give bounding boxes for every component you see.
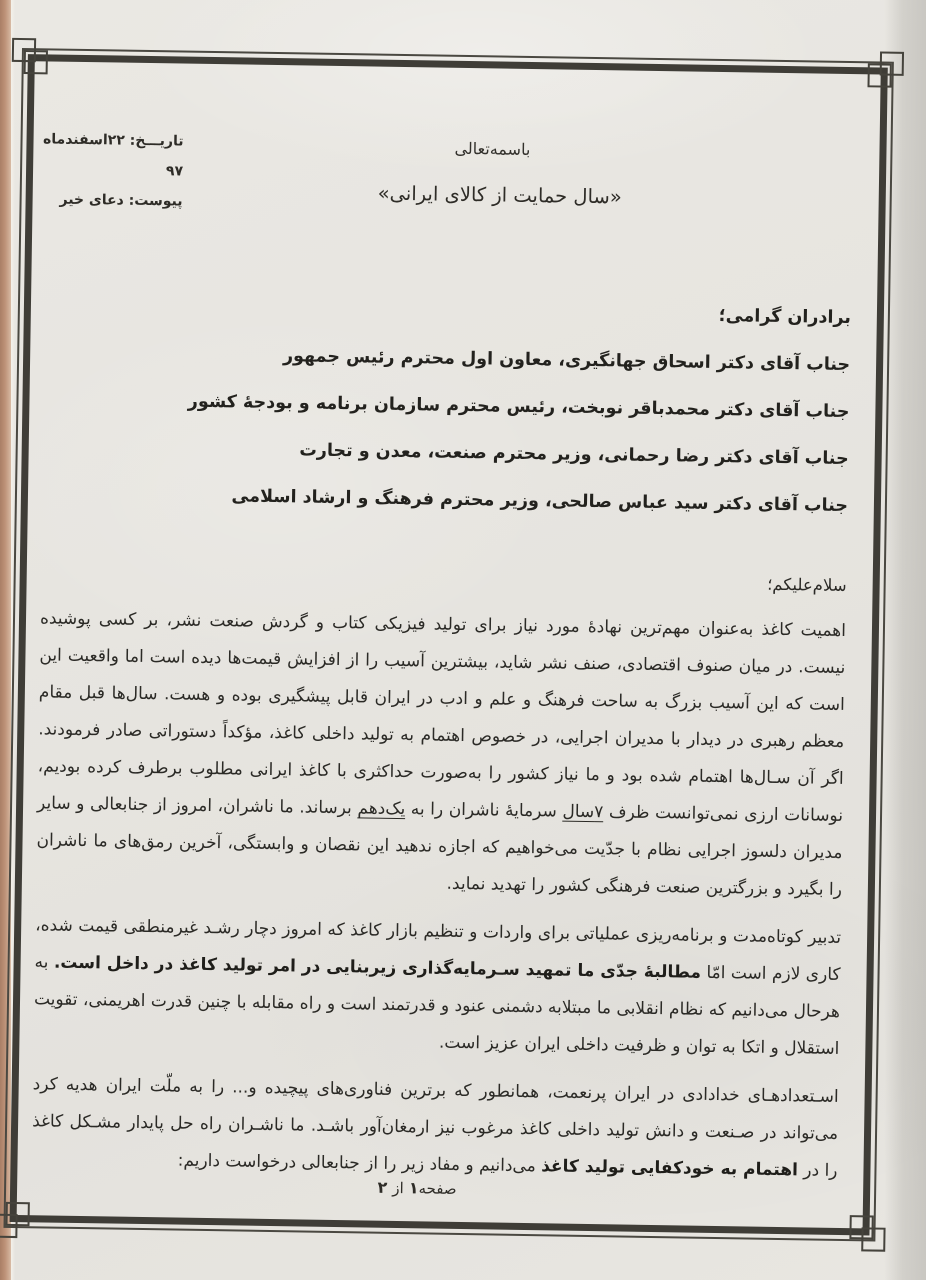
recipients-salutation: برادران گرامی؛ (718, 305, 852, 329)
paragraph-text: سرمایهٔ ناشران را به (405, 799, 563, 822)
paragraph-3 (31, 1066, 839, 1190)
current-page-number: ۱ (408, 1178, 419, 1198)
paragraph-text: اهمیت کاغذ به‌عنوان مهم‌ترین نهادهٔ مورد نیاز برای تولید فیزیکی کتاب و گردش صنعت نشر، بر کسی پوشیده نیست. در میان صنوف اقتصادی، صنف نشر شاید، بیشترین آسیب را از افزایش قیمت‌ها دیده است اما واقعیت این است که این آسیب بزرگ به ساحت فرهنگ و علم و ادب در ایران قابل پیشگیری بوده و هست. سال‌ها قبل مقام معظم رهبری در دیدار با مدیران اجرایی، در خصوص اهتمام به تولید داخلی کاغذ، مؤکداً دستوراتی صادر فرمودند. اگر آن سـال‌ها اهتمام شده بود و ما نیاز کشور را به‌صورت حداکثری با کاغذ ایرانی مطلوب برطرف کرده بودیم، نوسانات ارزی نمی‌توانست ظرف (37, 608, 847, 826)
letter-meta-block (37, 124, 183, 216)
letter-body (31, 554, 847, 1201)
paragraph-text: برساند. ما ناشران، امروز از جنابعالی و سایر مدیران دلسوز اجرایی نظام با جدّیت می‌خواهیم که اجازه ندهید این نقصان و وابستگی، آخرین رمق‌های ما ناشران را بگیرد و بزرگترین صنعت فرهنگی کشور را تهدید نماید. (36, 793, 843, 900)
frame-corner-ornament-bottom-left (0, 1204, 28, 1239)
paragraph-text: می‌دانیم و مفاد زیر را از جنابعالی درخواست داریم: (177, 1150, 542, 1177)
recipient-line: جناب آقای دکتر محمدباقر نوبخت، رئیس محترم سازمان برنامه و بودجهٔ کشور (187, 391, 850, 423)
paragraph-text: به هرحال می‌دانیم که نظام انقلابی ما مبتلابه دشمنی عنود و قدرتمند است و راه مقابله با چنین قدرت اهریمنی، تقویت استقلال و اتکا به توان و ظرفیت داخلی ایران عزیز است. (33, 952, 841, 1059)
frame-corner-ornament-top-left (12, 38, 47, 73)
paragraph-text: تدبیر کوتاه‌مدت و برنامه‌ریزی عملیاتی برای واردات و تنظیم بازار کاغذ که امروز دچار رشـد غیرمنطقی قیمت شده، کاری لازم است امّا (35, 915, 842, 985)
corner-square (867, 63, 891, 87)
total-page-number: ۲ (377, 1177, 388, 1197)
recipient-line: جناب آقای دکتر اسحاق جهانگیری، معاون اول محترم رئیس جمهور (282, 346, 851, 376)
corner-square (5, 1202, 29, 1226)
bismillah-heading: باسمه‌تعالی (454, 138, 531, 159)
footer-label: صفحه (418, 1179, 457, 1198)
underlined-term-one-tenth: یک‌دهم (357, 798, 406, 820)
corner-square (24, 50, 48, 74)
recipient-line: جناب آقای دکتر رضا رحمانی، وزیر محترم صنعت، معدن و تجارت (299, 440, 849, 470)
frame-corner-ornament-bottom-right (851, 1217, 886, 1252)
paragraph-1 (36, 600, 847, 909)
greeting-line: سلام‌علیکم؛ (767, 574, 847, 596)
recipient-line: جناب آقای دکتر سید عباس صالحی، وزیر محترم فرهنگ و ارشاد اسلامی (231, 486, 849, 517)
footer-separator: از (392, 1178, 404, 1198)
attachment-line: پیوست: دعای خیر (59, 191, 183, 210)
paragraph-2 (33, 907, 841, 1068)
frame-corner-ornament-top-right (870, 51, 905, 86)
year-slogan-heading: «سال حمایت از کالای ایرانی» (377, 181, 622, 209)
bold-demand-statement: مطالبهٔ جدّی ما تمهید سـرمایه‌گذاری زیربنایی در امر تولید کاغذ در داخل است. (53, 952, 702, 983)
date-line: تاریـــخ: ۲۲اسفندماه ۹۷ (42, 131, 184, 180)
corner-square (849, 1215, 873, 1239)
recipients-block (45, 282, 852, 530)
underlined-term-seven-years: ۷سال (562, 801, 604, 823)
paragraph-text: اسـتعدادهـای خدادادی در ایران پرنعمت، همانطور که برترین فناوری‌های پیچیده و... را به ملّت ایران هدیه کرد می‌تواند در صـنعت و دانش تولید داخلی کاغذ مرغوب نیز ارمغان‌آور باشـد. ما ناشـران راه حل پایدار مشـکل کاغذ را در (31, 1074, 839, 1181)
bold-self-sufficiency-phrase: اهتمام به خودکفایی تولید کاغذ (541, 1156, 799, 1181)
letter-content (3, 48, 893, 1242)
